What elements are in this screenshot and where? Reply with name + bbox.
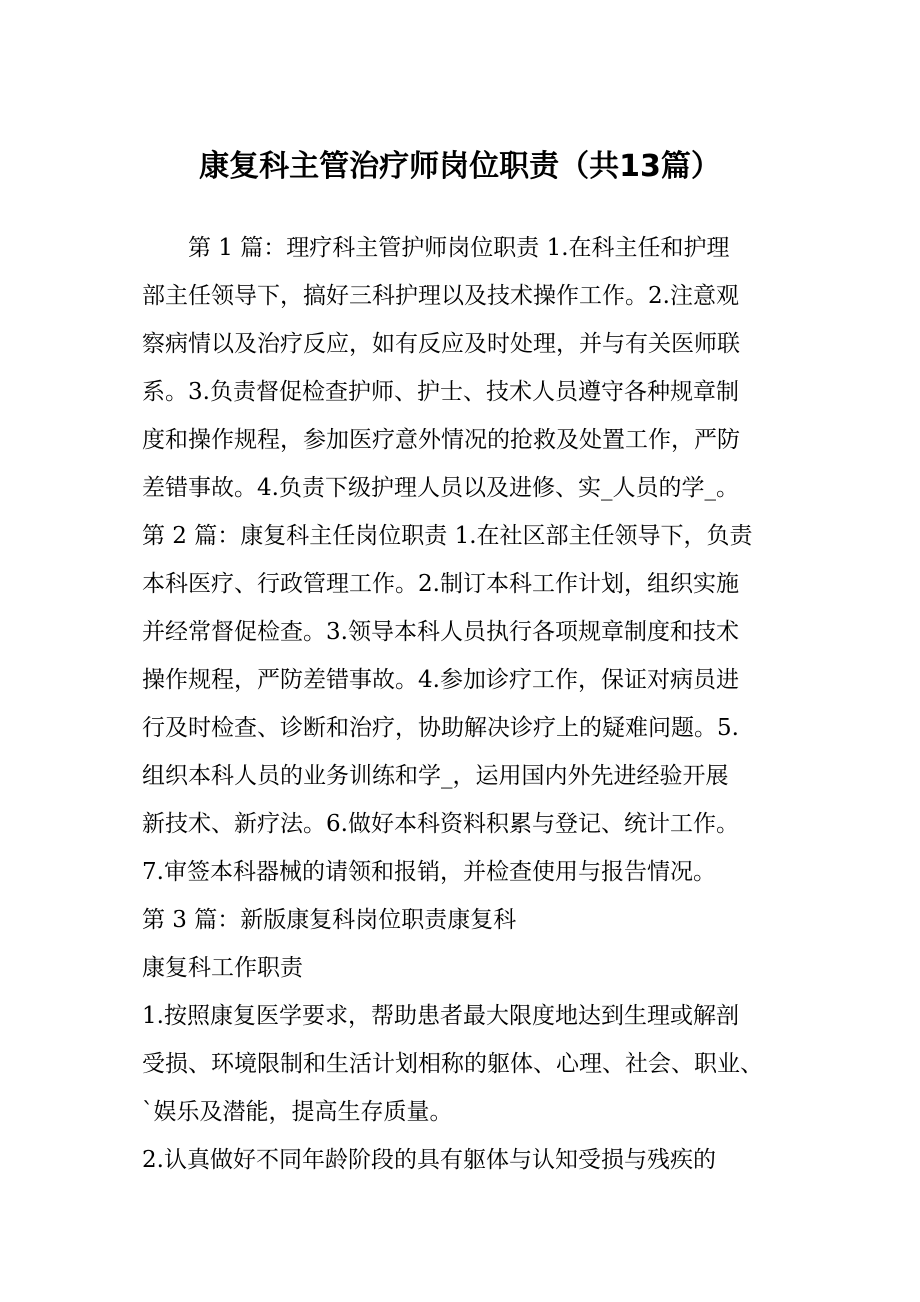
text-line: 组织本科人员的业务训练和学_，运用国内外先进经验开展 (142, 763, 729, 789)
text-line: 2.认真做好不同年龄阶段的具有躯体与认知受损与残疾的 (142, 1147, 716, 1173)
text-line: 康复科工作职责 (142, 955, 303, 981)
text-line: 系。3.负责督促检查护师、护士、技术人员遵守各种规章制 (142, 379, 739, 405)
text-line: 本科医疗、行政管理工作。2.制订本科工作计划，组织实施 (142, 571, 739, 597)
document-body (142, 224, 788, 1184)
text-line: 操作规程，严防差错事故。4.参加诊疗工作，保证对病员进 (142, 667, 739, 693)
text-line: 第 2 篇：康复科主任岗位职责 1.在社区部主任领导下，负责 (142, 523, 753, 549)
text-line: 并经常督促检查。3.领导本科人员执行各项规章制度和技术 (142, 619, 739, 645)
text-line: 受损、环境限制和生活计划相称的躯体、心理、社会、职业、 (142, 1051, 763, 1077)
text-line: `娱乐及潜能，提高生存质量。 (142, 1099, 453, 1125)
text-line: 部主任领导下，搞好三科护理以及技术操作工作。2.注意观 (142, 283, 739, 309)
text-line: 1.按照康复医学要求，帮助患者最大限度地达到生理或解剖 (142, 1003, 739, 1029)
text-line: 行及时检查、诊断和治疗，协助解决诊疗上的疑难问题。5. (142, 715, 739, 741)
text-line: 度和操作规程，参加医疗意外情况的抢救及处置工作，严防 (142, 427, 740, 453)
text-line: 差错事故。4.负责下级护理人员以及进修、实_人员的学_。 (142, 475, 739, 501)
document-title: 康复科主管治疗师岗位职责（共13篇） (199, 149, 721, 184)
text-line: 第 1 篇：理疗科主管护师岗位职责 1.在科主任和护理 (142, 235, 730, 261)
text-line: 7.审签本科器械的请领和报销，并检查使用与报告情况。 (142, 859, 716, 885)
text-line: 察病情以及治疗反应，如有反应及时处理，并与有关医师联 (142, 331, 740, 357)
text-line: 第 3 篇：新版康复科岗位职责康复科 (142, 907, 517, 933)
text-line: 新技术、新疗法。6.做好本科资料积累与登记、统计工作。 (142, 811, 739, 837)
